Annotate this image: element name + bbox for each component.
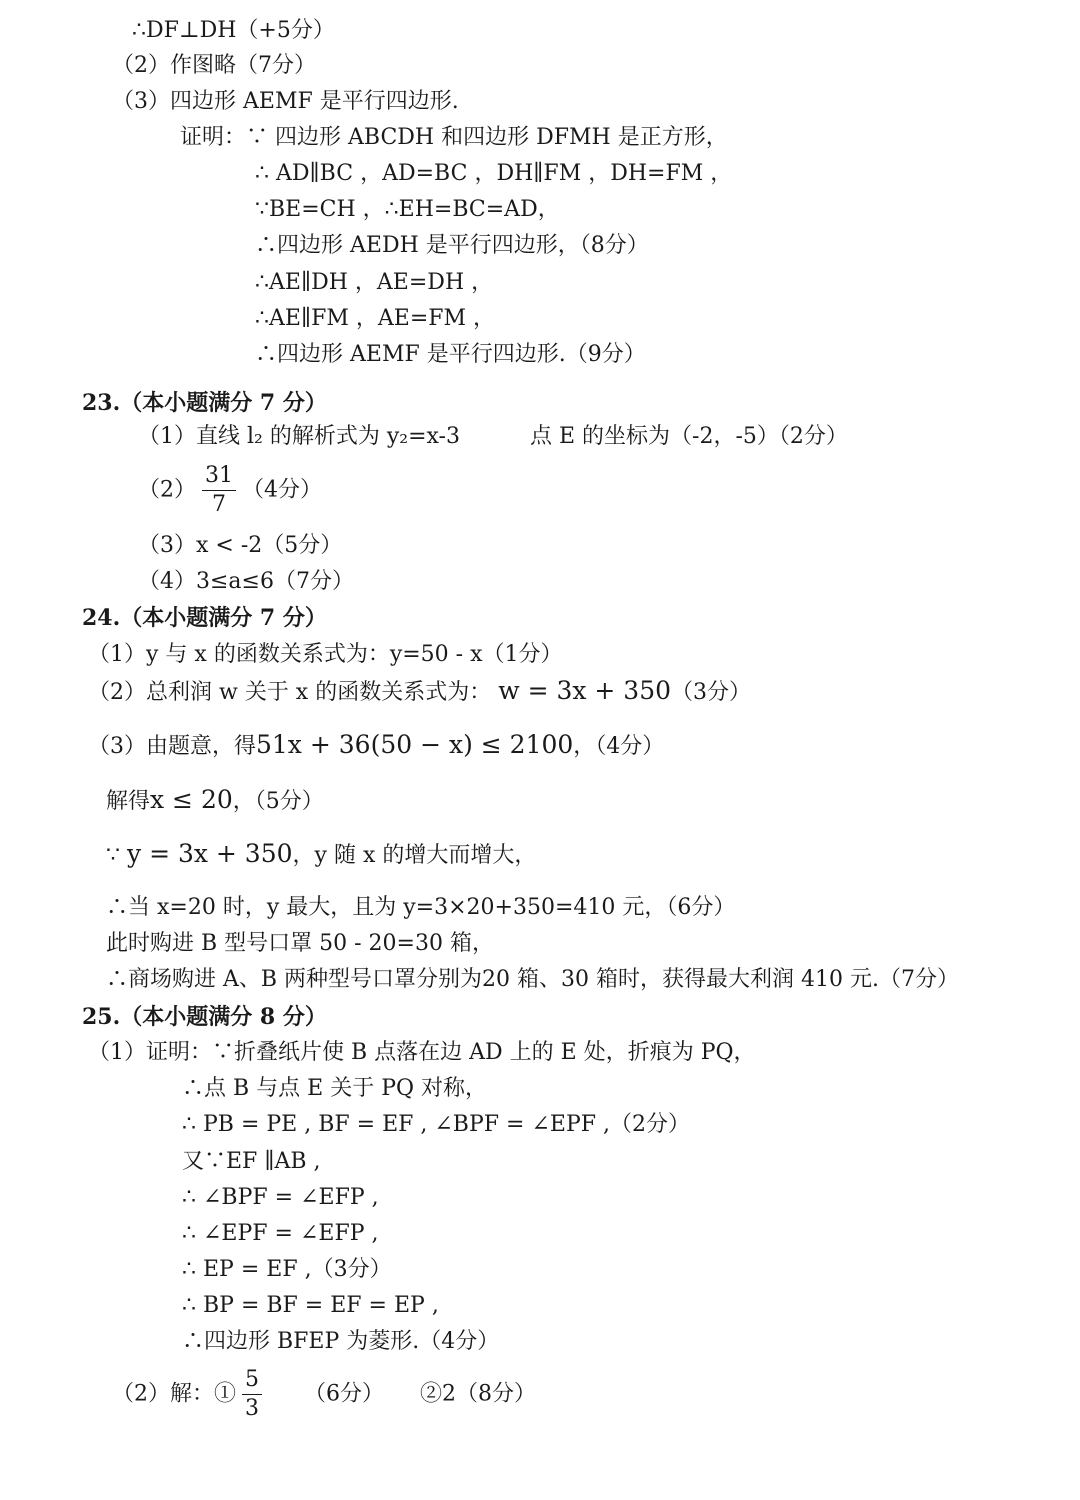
proof-line: ∴四边形 AEMF 是平行四边形.（9分）: [255, 342, 646, 367]
fraction: [202, 462, 236, 519]
fraction: [242, 1366, 262, 1423]
answer-text: （3）由题意，得: [88, 734, 256, 759]
answer-text: ，（4分）: [573, 734, 665, 759]
answer-text: （2）: [138, 477, 196, 503]
proof-line: 证明：∵ 四边形 ABCDH 和四边形 DFMH 是正方形，: [180, 125, 728, 150]
numerator: 31: [202, 462, 236, 491]
answer-text: （6分）: [304, 1381, 384, 1407]
answer-text: ，（5分）: [232, 789, 324, 814]
answer-line: （3）四边形 AEMF 是平行四边形.: [112, 89, 459, 114]
formula: 51x + 36(50 − x) ≤ 2100: [256, 730, 574, 759]
proof-line: ∴四边形 AEDH 是平行四边形，（8分）: [255, 233, 649, 258]
answer-line: [106, 785, 324, 817]
proof-line: ∴ EP = EF ,（3分）: [182, 1257, 392, 1282]
denominator: 7: [212, 492, 226, 517]
question-heading: 23.（本小题满分 7 分）: [82, 390, 327, 416]
formula: x ≤ 20: [150, 785, 233, 814]
answer-line: （4）3≤a≤6（7分）: [138, 569, 354, 594]
proof-line: ∴四边形 BFEP 为菱形.（4分）: [182, 1329, 500, 1354]
question-heading: 25.（本小题满分 8 分）: [82, 1004, 327, 1030]
formula: y = 3x + 350: [127, 839, 293, 868]
proof-line: ∴AE∥FM ，AE=FM ，: [255, 306, 496, 331]
answer-text: 点 E 的坐标为（-2，-5）（2分）: [529, 424, 848, 449]
proof-line: （1）证明：∵折叠纸片使 B 点落在边 AD 上的 E 处，折痕为 PQ，: [88, 1040, 756, 1065]
answer-line: ∴当 x=20 时，y 最大，且为 y=3×20+350=410 元，（6分）: [106, 895, 736, 920]
answer-text: ，y 随 x 的增大而增大，: [292, 843, 537, 868]
denominator: 3: [245, 1396, 259, 1421]
answer-text: ∵: [106, 843, 120, 868]
numerator: 5: [242, 1366, 262, 1395]
answer-text: （1）直线 l₂ 的解析式为 y₂=x-3: [138, 424, 460, 449]
proof-line: ∴DF⊥DH（+5分）: [132, 18, 335, 43]
answer-line: （3）x < -2（5分）: [138, 533, 343, 558]
answer-line: [138, 462, 322, 519]
answer-line: [112, 1366, 536, 1423]
answer-text: （4分）: [242, 477, 322, 503]
proof-line: ∴点 B 与点 E 关于 PQ 对称，: [182, 1076, 488, 1101]
answer-text: （2）总利润 w 关于 x 的函数关系式为：: [88, 680, 492, 705]
answer-line: （2）作图略（7分）: [112, 53, 316, 78]
question-heading: 24.（本小题满分 7 分）: [82, 605, 327, 631]
proof-line: ∴ BP = BF = EF = EP ,: [182, 1293, 439, 1318]
formula: w = 3x + 350: [498, 676, 672, 705]
proof-line: ∴ AD∥BC ，AD=BC ，DH∥FM ，DH=FM ，: [255, 161, 733, 186]
proof-line: ∵BE=CH ，∴EH=BC=AD，: [255, 197, 560, 222]
answer-line: （1）y 与 x 的函数关系式为：y=50 - x（1分）: [88, 642, 563, 667]
answer-text: 解得: [106, 789, 151, 814]
answer-line: [88, 730, 664, 762]
proof-line: ∴ ∠EPF = ∠EFP ,: [182, 1221, 379, 1246]
answer-text: ②2（8分）: [420, 1381, 536, 1407]
answer-line: [106, 839, 536, 871]
answer-text: （2）解：①: [112, 1381, 236, 1407]
answer-line: ∴商场购进 A、B 两种型号口罩分别为20 箱、30 箱时，获得最大利润 410 元.（7分）: [106, 967, 959, 992]
proof-line: ∴AE∥DH ，AE=DH ，: [255, 270, 494, 295]
proof-line: 又∵EF ∥AB ,: [182, 1149, 321, 1174]
answer-line: [88, 676, 751, 708]
answer-line: 此时购进 B 型号口罩 50 - 20=30 箱，: [106, 931, 494, 956]
proof-line: ∴ PB = PE , BF = EF , ∠BPF = ∠EPF ,（2分）: [182, 1112, 691, 1137]
answer-text: （3分）: [671, 680, 752, 705]
proof-line: ∴ ∠BPF = ∠EFP ,: [182, 1185, 379, 1210]
answer-line: [138, 422, 848, 452]
